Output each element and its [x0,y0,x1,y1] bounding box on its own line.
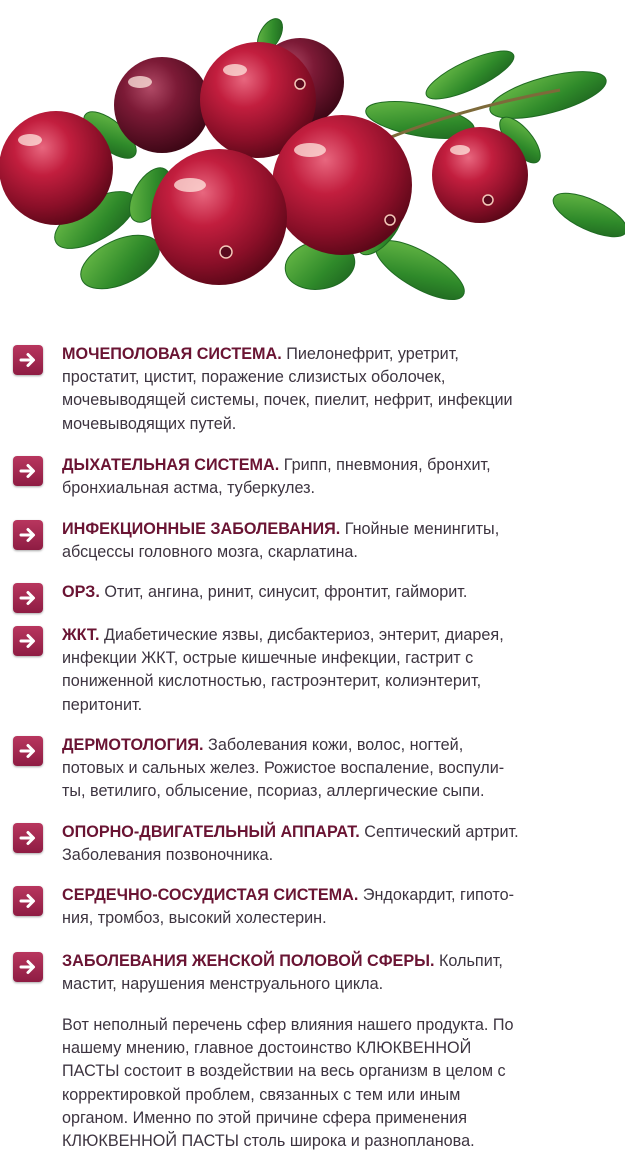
conclusion-line: ПАСТЫ состоит в воздействии на весь организм в целом с [62,1062,506,1081]
item-body-line: ния, тромбоз, высокий холестерин. [62,909,327,928]
arrow-right-icon [13,456,43,486]
item-text [62,624,607,717]
item-title: МОЧЕПОЛОВАЯ СИСТЕМА. [62,345,282,363]
item-body-line: Заболевания кожи, волос, ногтей, [203,736,464,754]
conclusion-paragraph [62,1014,607,1153]
item-title: ОРЗ. [62,583,100,601]
item-title: ЖКТ. [62,626,100,644]
arrow-right-icon [13,583,43,613]
item-body-line: ты, ветилиго, облысение, псориаз, аллергические сыпи. [62,782,485,801]
item-body-line: бронхиальная астма, туберкулез. [62,479,316,498]
arrow-right-icon [13,345,43,375]
item-title: ОПОРНО-ДВИГАТЕЛЬНЫЙ АППАРАТ. [62,823,360,841]
item-body-line: Грипп, пневмония, бронхит, [279,456,491,474]
arrow-right-icon [13,886,43,916]
item-text [62,343,607,436]
conclusion-line: органом. Именно по этой причине сфера применения [62,1108,467,1127]
item-body-line: Отит, ангина, ринит, синусит, фронтит, гайморит. [99,583,468,601]
conclusion-line: КЛЮКВЕННОЙ ПАСТЫ столь широка и разнопланова. [62,1132,475,1151]
arrow-right-icon [13,823,43,853]
item-body-line: простатит, цистит, поражение слизистых оболочек, [62,368,446,387]
arrow-right-icon [13,952,43,982]
item-body-line: перитонит. [62,695,143,714]
conclusion-line: корректировкой проблем, связанных с тем или иным [62,1085,461,1104]
conclusion-line: Вот неполный перечень сфер влияния нашего продукта. По [62,1016,514,1034]
item-body-line: абсцессы головного мозга, скарлатина. [62,543,358,562]
item-text [62,518,607,564]
item-body-line: Пиелонефрит, уретрит, [281,345,459,363]
item-body-line: Гнойные менингиты, [340,520,500,538]
item-body-line: Диабетические язвы, дисбактериоз, энтерит, диарея, [99,626,504,644]
item-body-line: Заболевания позвоночника. [62,846,274,865]
arrow-right-icon [13,520,43,550]
item-text [62,884,607,930]
item-title: ДЫХАТЕЛЬНАЯ СИСТЕМА. [62,456,280,474]
cranberry-illustration [0,0,625,320]
item-text [62,454,607,500]
item-body-line: мочевыводящей системы, почек, пиелит, нефрит, инфекции [62,391,513,410]
item-title: ДЕРМОТОЛОГИЯ. [62,736,204,754]
item-body-line: инфекции ЖКТ, острые кишечные инфекции, гастрит с [62,649,474,668]
item-body-line: пониженной кислотностью, гастроэнтерит, колиэнтерит, [62,672,482,691]
arrow-right-icon [13,736,43,766]
item-title: СЕРДЕЧНО-СОСУДИСТАЯ СИСТЕМА. [62,886,359,904]
item-body-line: Септический артрит. [359,823,519,841]
item-body-line: мастит, нарушения менструального цикла. [62,975,384,994]
item-body-line: потовых и сальных желез. Рожистое воспаление, воспули- [62,759,505,778]
item-text [62,581,607,604]
item-text [62,734,607,804]
item-title: ЗАБОЛЕВАНИЯ ЖЕНСКОЙ ПОЛОВОЙ СФЕРЫ. [62,952,435,970]
item-body-line: Эндокардит, гипото- [358,886,515,904]
conclusion-line: нашему мнению, главное достоинство КЛЮКВЕННОЙ [62,1039,472,1058]
item-body-line: Кольпит, [434,952,503,970]
item-title: ИНФЕКЦИОННЫЕ ЗАБОЛЕВАНИЯ. [62,520,341,538]
arrow-right-icon [13,626,43,656]
item-text [62,950,607,996]
item-body-line: мочевыводящих путей. [62,414,237,433]
item-text [62,821,607,867]
